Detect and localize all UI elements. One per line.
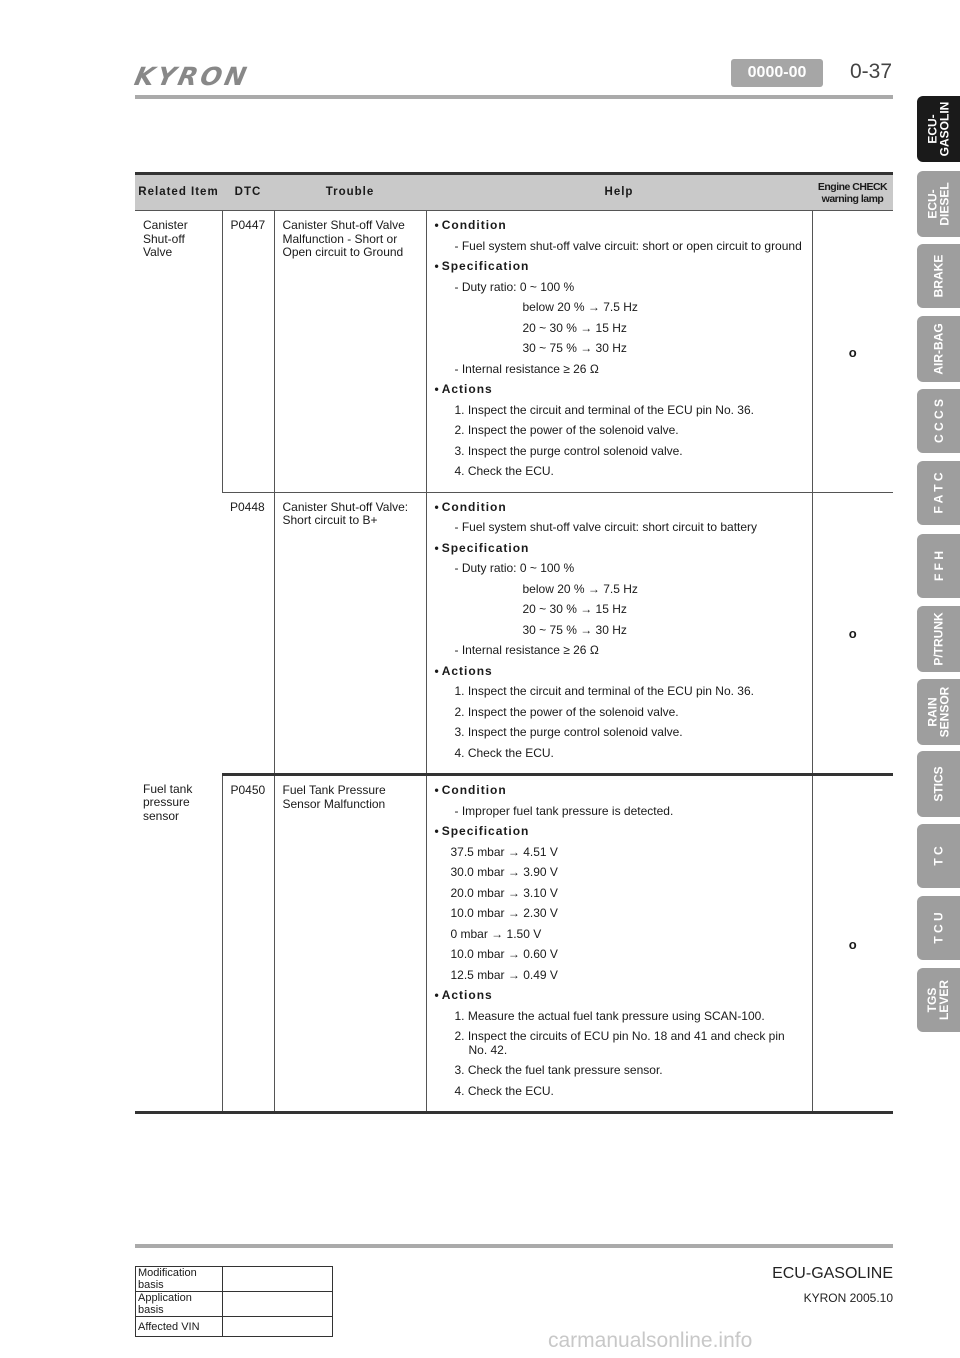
warning-lamp-indicator: o bbox=[812, 775, 893, 1113]
dtc-table bbox=[135, 172, 893, 1114]
related-item-cell: Canister Shut-off Valve bbox=[143, 218, 188, 259]
affected-vin-label: Affected VIN bbox=[136, 1317, 223, 1337]
spec-line: 20 ~ 30 % → 15 Hz bbox=[522, 602, 627, 616]
actions-heading: • Actions bbox=[435, 383, 804, 397]
spec-line: 30 ~ 75 % → 30 Hz bbox=[522, 341, 627, 355]
action-step: 4. Check the ECU. bbox=[454, 464, 554, 478]
specification-heading: • Specification bbox=[435, 260, 804, 274]
spec-line: 10.0 mbar → 2.30 V bbox=[450, 906, 558, 920]
action-step: 3. Inspect the purge control solenoid valve. bbox=[454, 443, 683, 458]
tab-ffh[interactable]: F F H bbox=[917, 534, 960, 598]
application-basis-label: Application basis bbox=[136, 1292, 223, 1317]
spec-line: below 20 % → 7.5 Hz bbox=[522, 581, 638, 596]
action-step: 2. Inspect the circuits of ECU pin No. 18 and 41 and check pin No. 42. bbox=[454, 1029, 785, 1057]
actions-heading: • Actions bbox=[435, 989, 804, 1003]
action-step: 1. Measure the actual fuel tank pressure using SCAN-100. bbox=[454, 1008, 765, 1023]
application-basis-value bbox=[223, 1292, 333, 1317]
spec-line: 30.0 mbar → 3.90 V bbox=[450, 865, 558, 879]
spec-line: below 20 % → 7.5 Hz bbox=[522, 300, 638, 314]
tab-ecu-gasoline[interactable]: ECU- GASOLIN bbox=[917, 96, 960, 162]
warning-lamp-indicator: o bbox=[812, 211, 893, 493]
tab-rain-sensor[interactable]: RAIN SENSOR bbox=[917, 679, 960, 745]
tab-tc[interactable]: T C bbox=[917, 824, 960, 888]
action-step: 1. Inspect the circuit and terminal of the ECU pin No. 36. bbox=[454, 684, 754, 698]
tab-tcu[interactable]: T C U bbox=[917, 896, 960, 960]
tab-brake[interactable]: BRAKE bbox=[917, 244, 960, 308]
condition-heading: • Condition bbox=[435, 501, 804, 515]
header-help: Help bbox=[426, 174, 812, 211]
tab-ecu-diesel[interactable]: ECU- DIESEL bbox=[917, 171, 960, 237]
tab-air-bag[interactable]: AIR-BAG bbox=[917, 316, 960, 382]
header-related-item: Related Item bbox=[135, 174, 222, 211]
table-row bbox=[135, 492, 893, 775]
specification-heading: • Specification bbox=[435, 542, 804, 556]
watermark: carmanualsonline.info bbox=[548, 1329, 753, 1352]
section-code-badge: 0000-00 bbox=[731, 59, 823, 87]
table-row bbox=[135, 775, 893, 1113]
header-warning-lamp: Engine CHECK warning lamp bbox=[812, 174, 893, 211]
spec-line: 37.5 mbar → 4.51 V bbox=[450, 844, 558, 859]
condition-text: - Fuel system shut-off valve circuit: short circuit to battery bbox=[454, 520, 758, 534]
header-rule bbox=[135, 95, 893, 99]
spec-line: - Internal resistance ≥ 26 Ω bbox=[454, 361, 599, 376]
tab-p-trunk[interactable]: P/TRUNK bbox=[917, 606, 960, 672]
affected-vin-value bbox=[223, 1317, 333, 1337]
help-cell bbox=[426, 492, 812, 775]
condition-text: - Improper fuel tank pressure is detected. bbox=[454, 803, 674, 818]
modification-table bbox=[135, 1266, 333, 1337]
spec-line: 30 ~ 75 % → 30 Hz bbox=[522, 622, 627, 637]
condition-heading: • Condition bbox=[435, 219, 804, 233]
tab-tgs-lever[interactable]: TGS LEVER bbox=[917, 968, 960, 1032]
trouble-description: Canister Shut-off Valve: Short circuit to B+ bbox=[274, 492, 426, 775]
spec-line: 12.5 mbar → 0.49 V bbox=[450, 967, 558, 982]
dtc-code: P0447 bbox=[222, 211, 274, 493]
kyron-logo: KYRON bbox=[131, 62, 252, 91]
warning-lamp-indicator: o bbox=[812, 492, 893, 775]
spec-line: 20.0 mbar → 3.10 V bbox=[450, 885, 558, 900]
page-number: 0-37 bbox=[850, 60, 893, 83]
table-row bbox=[135, 211, 893, 493]
action-step: 4. Check the ECU. bbox=[454, 1083, 554, 1098]
footer-subtitle: KYRON 2005.10 bbox=[803, 1291, 893, 1305]
help-cell bbox=[426, 211, 812, 493]
specification-heading: • Specification bbox=[435, 825, 804, 839]
action-step: 3. Inspect the purge control solenoid valve. bbox=[454, 725, 683, 739]
condition-heading: • Condition bbox=[435, 784, 804, 798]
action-step: 3. Check the fuel tank pressure sensor. bbox=[454, 1063, 663, 1077]
spec-line: - Internal resistance ≥ 26 Ω bbox=[454, 643, 599, 657]
dtc-code: P0450 bbox=[222, 775, 274, 1113]
spec-line: - Duty ratio: 0 ~ 100 % bbox=[454, 561, 575, 575]
related-item-cell: Fuel tank pressure sensor bbox=[135, 775, 222, 1113]
header-trouble: Trouble bbox=[274, 174, 426, 211]
actions-heading: • Actions bbox=[435, 665, 804, 679]
spec-line: 10.0 mbar → 0.60 V bbox=[450, 947, 558, 961]
modification-basis-label: Modification basis bbox=[136, 1267, 223, 1292]
tab-fatc[interactable]: F A T C bbox=[917, 461, 960, 525]
dtc-code: P0448 bbox=[222, 492, 274, 775]
spec-line: 20 ~ 30 % → 15 Hz bbox=[522, 320, 627, 335]
action-step: 2. Inspect the power of the solenoid valve. bbox=[454, 423, 679, 437]
action-step: 4. Check the ECU. bbox=[454, 745, 554, 760]
footer-title: ECU-GASOLINE bbox=[772, 1265, 893, 1282]
tab-stics[interactable]: STICS bbox=[917, 751, 960, 817]
footer-rule bbox=[135, 1244, 893, 1248]
spec-line: - Duty ratio: 0 ~ 100 % bbox=[454, 279, 575, 294]
header-dtc: DTC bbox=[222, 174, 274, 211]
help-cell bbox=[426, 775, 812, 1113]
action-step: 1. Inspect the circuit and terminal of the ECU pin No. 36. bbox=[454, 402, 754, 417]
modification-basis-value bbox=[223, 1267, 333, 1292]
condition-text: - Fuel system shut-off valve circuit: short or open circuit to ground bbox=[454, 238, 802, 253]
spec-line: 0 mbar → 1.50 V bbox=[450, 926, 542, 941]
trouble-description: Fuel Tank Pressure Sensor Malfunction bbox=[274, 775, 426, 1113]
trouble-description: Canister Shut-off Valve Malfunction - Short or Open circuit to Ground bbox=[274, 211, 426, 493]
tab-cccs[interactable]: C C C S bbox=[917, 389, 960, 453]
action-step: 2. Inspect the power of the solenoid valve. bbox=[454, 704, 679, 719]
